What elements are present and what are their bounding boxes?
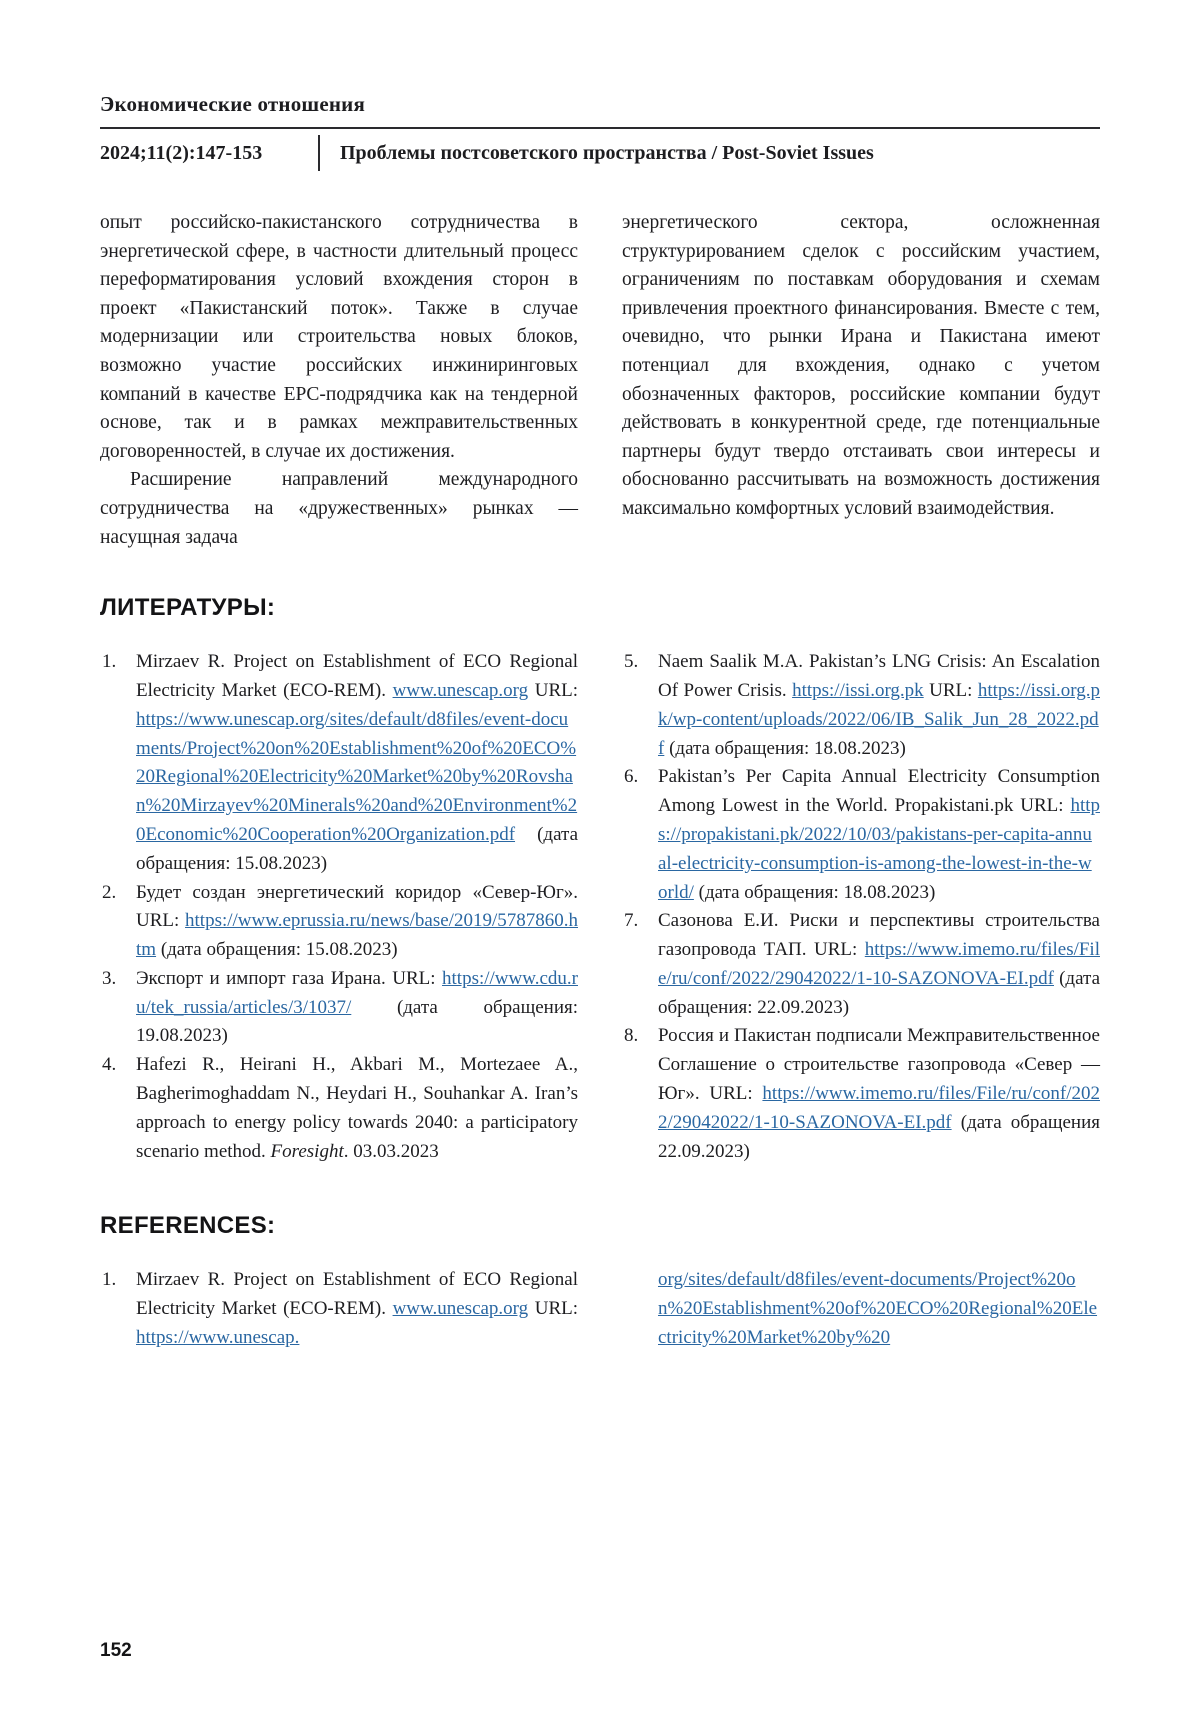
literature-left-column [100,648,578,1166]
reference-link[interactable]: https://www.eprussia.ru/news/base/2019/5787860.htm [136,910,578,961]
journal-title: Проблемы постсоветского пространства / Post-Soviet Issues [340,141,874,164]
body-right-column [622,209,1100,552]
reference-text: Mirzaev R. Project on Establishment of ECO Regional Electricity Market (ECO-REM). [136,651,578,701]
reference-text: Hafezi R., Heirani H., Akbari M., Mortezaee A., Bagherimoghaddam N., Heydari H., Souhankar A. Iran’s approach to energy policy towards 2040: a participatory scenario method. [136,1054,578,1162]
issue-info: 2024;11(2):147-153 [100,141,263,164]
body-columns [100,209,1100,552]
body-left-column [100,209,578,552]
reference-text: Naem Saalik M.A. Pakistan’s LNG Crisis: An Escalation Of Power Crisis. [658,651,1100,701]
reference-link[interactable]: www.unescap.org [392,679,529,701]
reference-text: Сазонова Е.И. Риски и перспективы строительства газопровода ТАП. URL: [658,910,1100,961]
reference-text: URL: [528,679,579,701]
literature-columns [100,648,1100,1166]
reference-link[interactable]: org/sites/default/d8files/event-documents/Project%20on%20Establishment%20of%20ECO%20Regional%20Electricity%20Market%20by%20 [658,1269,1098,1349]
reference-item [622,907,1100,1022]
reference-item [100,879,578,965]
reference-number: 1. [102,651,117,673]
running-head: Экономические отношения [100,92,366,116]
literature-heading: ЛИТЕРАТУРЫ: [100,594,276,622]
reference-link[interactable]: https://www.imemo.ru/files/File/ru/conf/2022/29042022/1-10-SAZONOVA-EI.pdf [658,939,1100,989]
literature-right-column [622,648,1100,1166]
reference-item [100,1266,578,1352]
reference-item [622,1022,1100,1166]
reference-number: 2. [102,881,117,903]
reference-item [100,1051,578,1166]
references-columns [100,1266,1100,1352]
body-paragraph: Расширение направлений международного сотрудничества на «дружественных» рынках — насущная задача [100,469,578,548]
reference-item [622,763,1100,907]
reference-number: 7. [624,910,639,932]
reference-item [100,965,578,1051]
reference-number: 5. [624,651,639,673]
reference-number: 6. [624,766,639,788]
vertical-divider [318,135,320,171]
reference-link[interactable]: https://www.unescap.org/sites/default/d8files/event-documents/Project%20on%20Establishment%20of%20ECO%20Regional%20Electricity%20Market%20by%20Rovshan%20Mirzayev%20Minerals%20and%20Environment%20Economic%20Cooperation%20Organization.pdf [136,708,578,845]
reference-link[interactable]: www.unescap.org [392,1298,529,1320]
reference-item [100,648,578,878]
reference-text: . 03.03.2023 [343,1140,439,1162]
reference-text: (дата обращения: 22.09.2023) [658,967,1100,1018]
reference-number: 4. [102,1054,117,1076]
reference-text: URL: [528,1298,579,1320]
reference-link[interactable]: https://issi.org.pk [792,679,924,701]
reference-link[interactable]: https://propakistani.pk/2022/10/03/pakistans-per-capita-annual-electricity-consumption-is-among-the-lowest-in-the-world/ [658,795,1100,903]
body-paragraph: опыт российско-пакистанского сотрудничества в энергетической сфере, в частности длительный процесс переформатирования условий вхождения сторон в проект «Пакистанский поток». Также в случае модернизации или строительства новых блоков, возможно участие российских инжиниринговых компаний в качестве EPC-подрядчика как на тендерной основе, так и в рамках межправительственных договоренностей, в случае их достижения. [100,212,578,462]
citation-row [100,135,1100,171]
reference-text: (дата обращения: 15.08.2023) [136,823,578,874]
reference-text: (дата обращения: 18.08.2023) [693,881,936,903]
reference-link[interactable]: https://www.imemo.ru/files/File/ru/conf/2022/29042022/1-10-SAZONOVA-EI.pdf [658,1083,1100,1133]
reference-text: (дата обращения 22.09.2023) [658,1111,1100,1162]
reference-text: (дата обращения: 15.08.2023) [156,939,398,961]
reference-item [622,648,1100,763]
reference-text: (дата обращения: 18.08.2023) [664,737,906,759]
reference-item [622,1266,1100,1352]
reference-text: Будет создан энергетический коридор «Север-Юг». URL: [136,881,578,932]
reference-number: 8. [624,1025,639,1047]
reference-text: URL: [923,679,978,701]
references-right-column [622,1266,1100,1352]
reference-text: Экспорт и импорт газа Ирана. URL: [136,967,443,989]
reference-link[interactable]: https://www.unescap. [136,1327,300,1349]
reference-text: Foresight [270,1140,344,1162]
page-number: 152 [100,1640,132,1661]
reference-text: Pakistan’s Per Capita Annual Electricity Consumption Among Lowest in the World. Propakistani.pk URL: [658,766,1100,817]
reference-number: 3. [102,967,117,989]
reference-number: 1. [102,1269,117,1291]
header-rule [100,127,1100,129]
reference-link[interactable]: https://www.cdu.ru/tek_russia/articles/3/1037/ [136,967,578,1018]
reference-text: Россия и Пакистан подписали Межправительственное Соглашение о строительстве газопровода «Север — Юг». URL: [658,1025,1100,1105]
references-heading: REFERENCES: [100,1212,276,1240]
reference-link[interactable]: https://issi.org.pk/wp-content/uploads/2022/06/IB_Salik_Jun_28_2022.pdf [658,679,1100,759]
references-left-column [100,1266,578,1352]
reference-text: Mirzaev R. Project on Establishment of ECO Regional Electricity Market (ECO-REM). [136,1269,578,1320]
body-paragraph: энергетического сектора, осложненная структурированием сделок с российским участием, ограничениям по поставкам оборудования и схемам привлечения проектного финансирования. Вместе с тем, очевидно, что рынки Ирана и Пакистана имеют потенциал для вхождения, однако с учетом обозначенных факторов, российские компании будут действовать в конкурентной среде, где потенциальные партнеры будут твердо отстаивать свои интересы и обоснованно рассчитывать на возможность достижения максимально комфортных условий взаимодействия. [622,212,1100,519]
reference-text: (дата обращения: 19.08.2023) [136,996,578,1047]
